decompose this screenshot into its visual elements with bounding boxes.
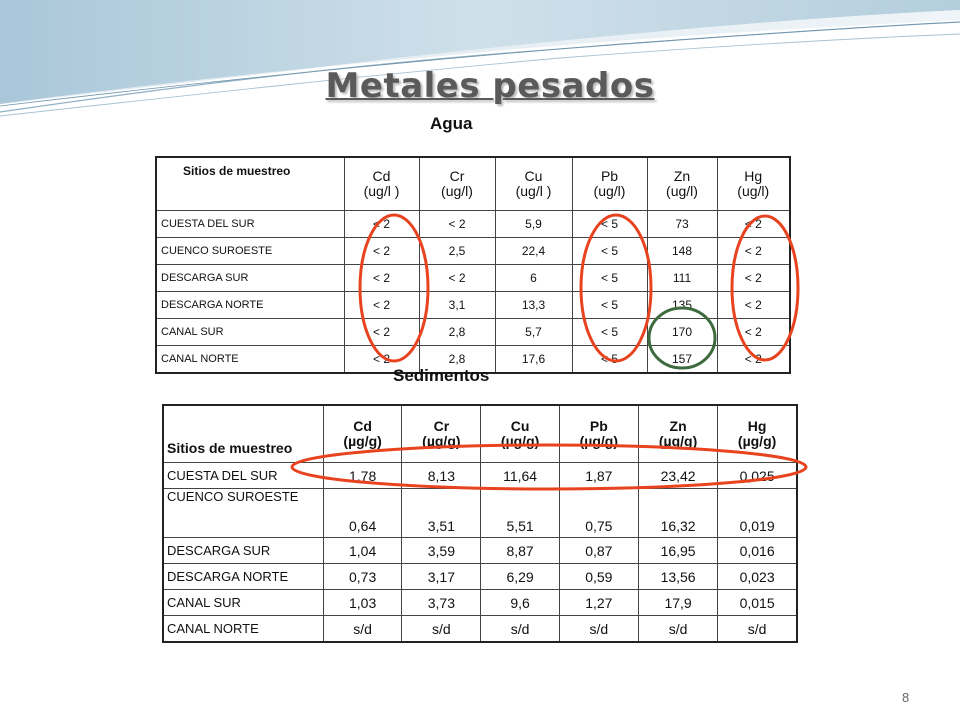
table-cell: 0,025 — [718, 463, 797, 489]
table-cell: 0,75 — [559, 489, 638, 538]
table-cell: < 2 — [344, 346, 419, 374]
table-cell: < 2 — [717, 319, 790, 346]
table-cell: 5,9 — [495, 211, 572, 238]
table-header-row — [163, 405, 797, 463]
table-cell: 3,73 — [402, 590, 481, 616]
metal-column-header: Pb (ug/l) — [572, 157, 647, 211]
table-cell: < 2 — [419, 265, 495, 292]
site-name: CUENCO SUROESTE — [156, 238, 344, 265]
slide-title: Metales pesados — [325, 66, 655, 106]
metal-column-header: Cd (ug/l ) — [344, 157, 419, 211]
table-cell: 5,51 — [481, 489, 559, 538]
table-cell: 0,64 — [324, 489, 402, 538]
table-cell: 0,023 — [718, 564, 797, 590]
table-cell: 0,016 — [718, 538, 797, 564]
table-cell: 170 — [647, 319, 717, 346]
table-cell: 17,6 — [495, 346, 572, 374]
page-number: 8 — [902, 690, 910, 705]
table-row — [163, 616, 797, 643]
table-cell: 6 — [495, 265, 572, 292]
table-cell: 2,8 — [419, 346, 495, 374]
metal-column-header: Cu (ug/l ) — [495, 157, 572, 211]
metal-column-header: Zn (ug/l) — [647, 157, 717, 211]
table-cell: 23,42 — [638, 463, 717, 489]
metal-column-header: Pb (µg/g) — [559, 405, 638, 463]
water-metals-table — [155, 156, 791, 374]
table-cell: 0,019 — [718, 489, 797, 538]
metal-column-header: Hg (µg/g) — [718, 405, 797, 463]
metal-column-header: Zn (µg/g) — [638, 405, 717, 463]
table-row — [156, 211, 790, 238]
table-cell: < 2 — [717, 346, 790, 374]
table-cell: < 5 — [572, 346, 647, 374]
site-name: DESCARGA NORTE — [156, 292, 344, 319]
site-column-header: Sitios de muestreo — [163, 405, 324, 463]
metal-column-header: Cd (µg/g) — [324, 405, 402, 463]
table-cell: 8,13 — [402, 463, 481, 489]
table-cell: < 5 — [572, 319, 647, 346]
table-cell: 5,7 — [495, 319, 572, 346]
table-row — [163, 564, 797, 590]
table-cell: 111 — [647, 265, 717, 292]
table-cell: 0,73 — [324, 564, 402, 590]
table-cell: 22,4 — [495, 238, 572, 265]
table-cell: < 5 — [572, 265, 647, 292]
table-cell: 0,59 — [559, 564, 638, 590]
table-cell: 1,27 — [559, 590, 638, 616]
table-cell: s/d — [481, 616, 559, 643]
table-cell: 3,51 — [402, 489, 481, 538]
table-cell: < 5 — [572, 211, 647, 238]
table-cell: 8,87 — [481, 538, 559, 564]
table-row — [156, 238, 790, 265]
table-cell: s/d — [638, 616, 717, 643]
table-row — [156, 265, 790, 292]
table-cell: 2,5 — [419, 238, 495, 265]
table-cell: 17,9 — [638, 590, 717, 616]
table-cell: 9,6 — [481, 590, 559, 616]
site-column-header: Sitios de muestreo — [156, 157, 344, 211]
table-row — [163, 489, 797, 538]
table-cell: 1,87 — [559, 463, 638, 489]
site-name: CANAL NORTE — [156, 346, 344, 374]
table-cell: 1,78 — [324, 463, 402, 489]
site-name: CUESTA DEL SUR — [163, 463, 324, 489]
table-cell: 0,015 — [718, 590, 797, 616]
site-name: CANAL SUR — [156, 319, 344, 346]
table-cell: < 2 — [344, 292, 419, 319]
site-name: CUESTA DEL SUR — [156, 211, 344, 238]
table-row — [156, 319, 790, 346]
table-cell: < 5 — [572, 238, 647, 265]
metal-column-header: Cr (ug/l) — [419, 157, 495, 211]
site-name: DESCARGA SUR — [163, 538, 324, 564]
table-cell: 157 — [647, 346, 717, 374]
table-cell: s/d — [718, 616, 797, 643]
table-cell: < 2 — [717, 292, 790, 319]
table-cell: < 2 — [717, 265, 790, 292]
site-name: DESCARGA NORTE — [163, 564, 324, 590]
metal-column-header: Cu (µg/g) — [481, 405, 559, 463]
table-cell: 0,87 — [559, 538, 638, 564]
table-cell: < 2 — [717, 211, 790, 238]
table-row — [163, 590, 797, 616]
table-cell: < 2 — [344, 265, 419, 292]
table-cell: 3,59 — [402, 538, 481, 564]
table-cell: 3,17 — [402, 564, 481, 590]
site-name: CUENCO SUROESTE — [163, 489, 324, 538]
site-name: CANAL SUR — [163, 590, 324, 616]
site-name: CANAL NORTE — [163, 616, 324, 643]
site-name: DESCARGA SUR — [156, 265, 344, 292]
table-cell: 13,3 — [495, 292, 572, 319]
table-cell: 16,95 — [638, 538, 717, 564]
table-cell: 11,64 — [481, 463, 559, 489]
table-cell: 148 — [647, 238, 717, 265]
table-cell: s/d — [559, 616, 638, 643]
table-cell: 135 — [647, 292, 717, 319]
sediments-metals-table — [162, 404, 798, 643]
table-cell: < 2 — [344, 238, 419, 265]
table-cell: < 2 — [717, 238, 790, 265]
table-cell: 3,1 — [419, 292, 495, 319]
table-cell: s/d — [402, 616, 481, 643]
table-cell: 1,03 — [324, 590, 402, 616]
metal-column-header: Hg (ug/l) — [717, 157, 790, 211]
table-cell: < 2 — [344, 211, 419, 238]
table-cell: 73 — [647, 211, 717, 238]
metal-column-header: Cr (µg/g) — [402, 405, 481, 463]
table-cell: < 5 — [572, 292, 647, 319]
water-subtitle: Agua — [430, 114, 473, 133]
table-cell: 13,56 — [638, 564, 717, 590]
table-cell: < 2 — [344, 319, 419, 346]
table-cell: 2,8 — [419, 319, 495, 346]
table-cell: 1,04 — [324, 538, 402, 564]
table-cell: 16,32 — [638, 489, 717, 538]
table-row — [163, 538, 797, 564]
sediments-subtitle: Sedimentos — [393, 366, 490, 385]
table-header-row — [156, 157, 790, 211]
table-row — [163, 463, 797, 489]
table-cell: s/d — [324, 616, 402, 643]
table-cell: < 2 — [419, 211, 495, 238]
table-cell: 6,29 — [481, 564, 559, 590]
header-swoosh-decoration — [0, 0, 960, 130]
table-row — [156, 292, 790, 319]
